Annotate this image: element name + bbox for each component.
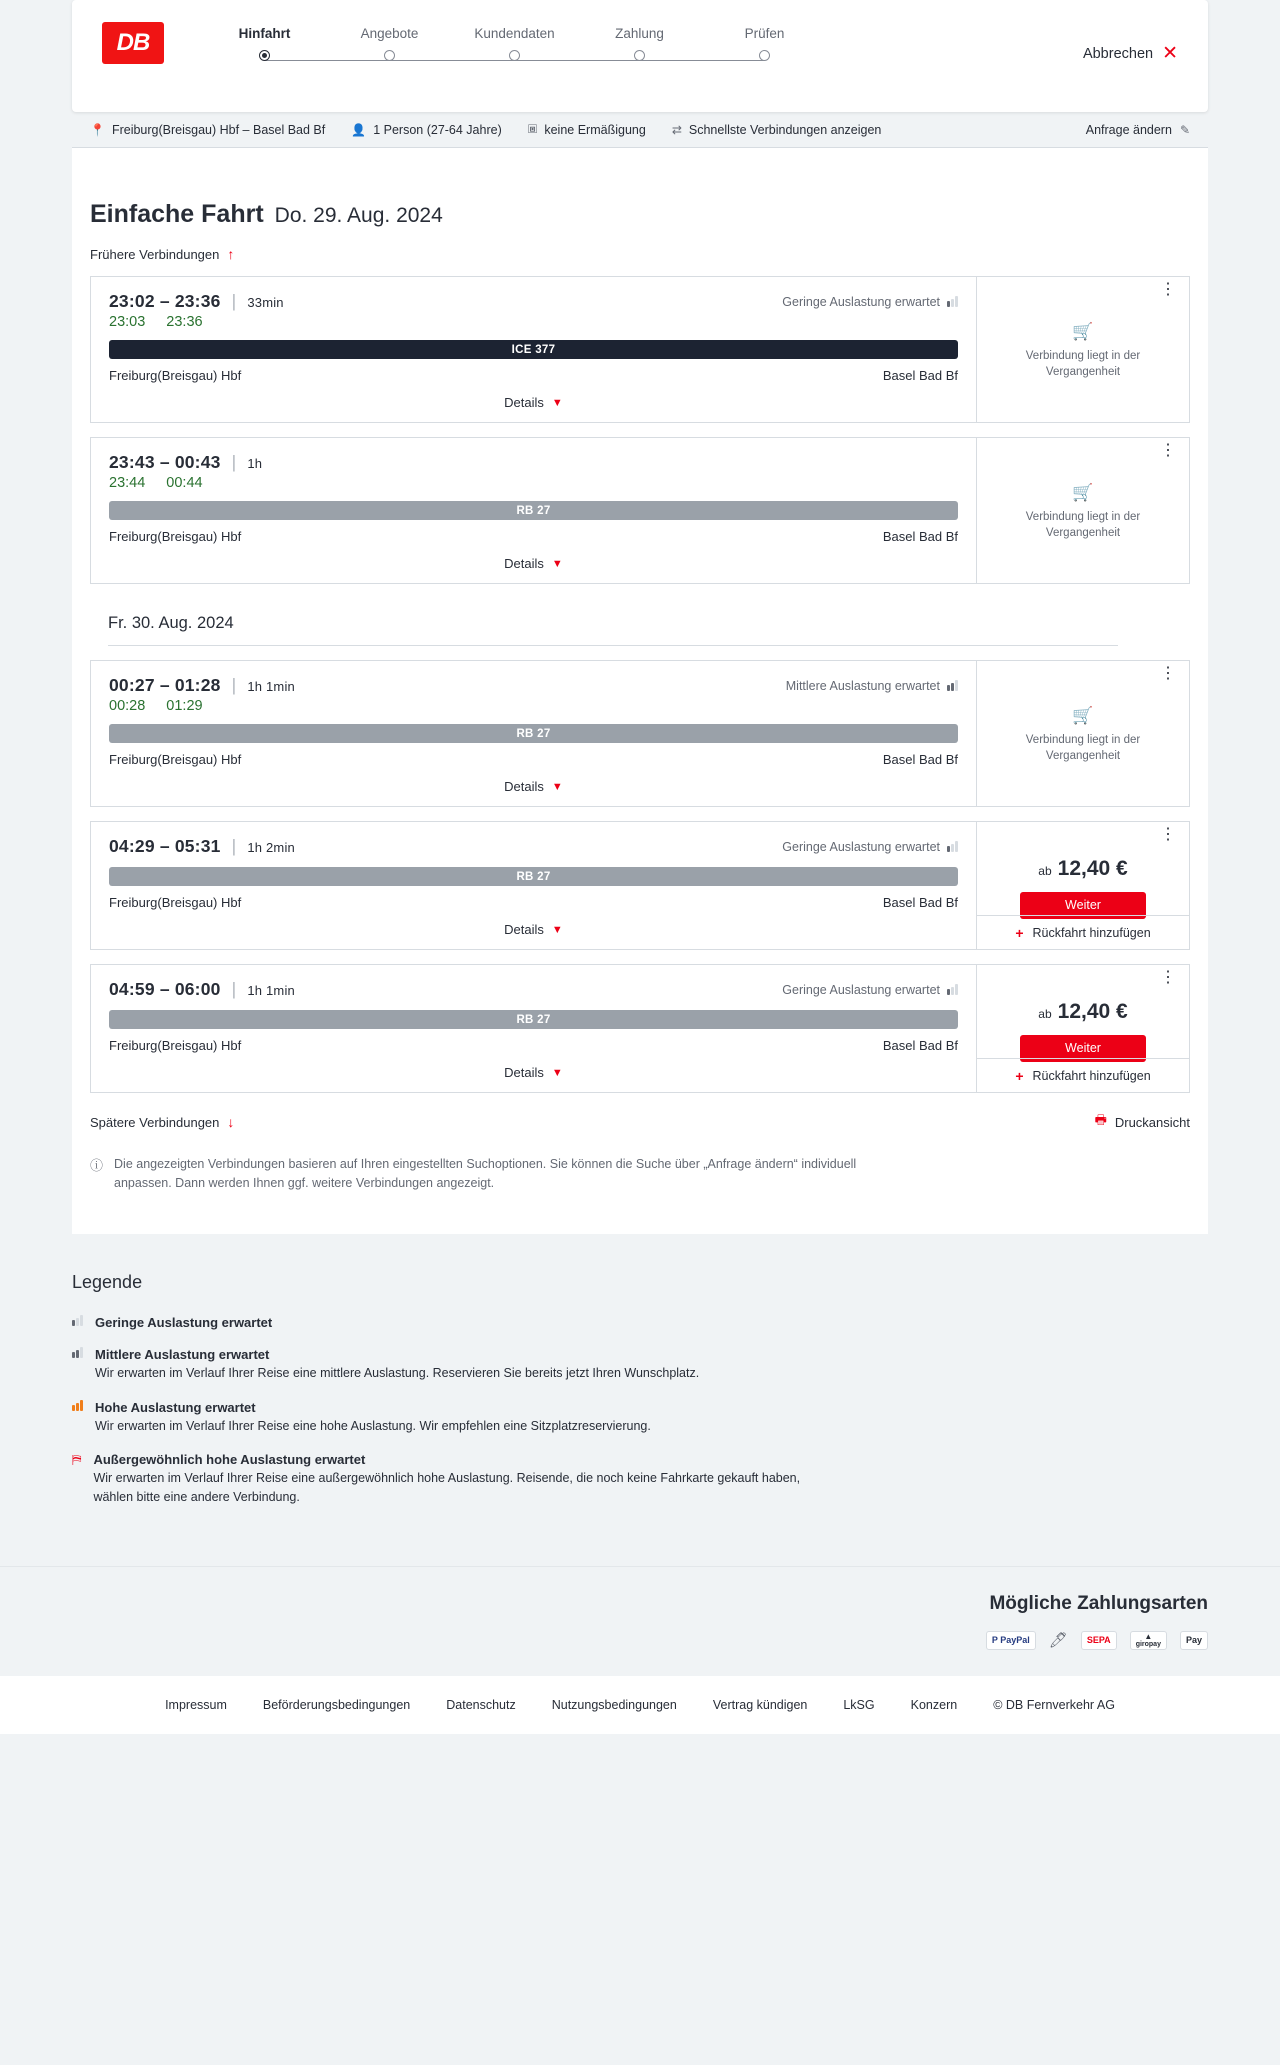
past-connection-notice [989, 483, 1177, 541]
destination-station: Basel Bad Bf [882, 368, 958, 383]
legend-items [72, 1315, 1208, 1507]
legend-item-label: Außergewöhnlich hohe Auslastung erwartet [93, 1452, 366, 1468]
bahncard-icon: 🞖 [527, 122, 538, 136]
legend-title: Legende [72, 1271, 143, 1292]
trip-type-title: Einfache Fahrt [90, 200, 264, 228]
realtime-arrival: 00:44 [166, 475, 203, 491]
connection-duration: 1h 2min [247, 840, 295, 855]
destination-station: Basel Bad Bf [882, 1038, 958, 1053]
change-query-label: Anfrage ändern [1085, 122, 1172, 137]
train-line-bar[interactable]: ICE 377 [109, 340, 958, 359]
details-label: Details [504, 922, 544, 937]
step-label-kundendaten[interactable]: Kundendaten [474, 26, 555, 41]
occupancy-icon [72, 1347, 83, 1358]
connection-details [91, 661, 976, 806]
arrow-up-icon: ↑ [227, 246, 235, 262]
connection-action-panel [976, 438, 1189, 583]
payment-methods-section [0, 1566, 1280, 1676]
occupancy-icon [947, 841, 958, 852]
main-content [72, 148, 1208, 1234]
trip-date: Do. 29. Aug. 2024 [274, 204, 443, 227]
chevron-down-icon: ▼ [551, 780, 563, 793]
connection-card[interactable] [90, 437, 1190, 584]
price-display [1038, 1000, 1127, 1024]
occupancy-icon [947, 680, 958, 691]
db-logo[interactable]: DB [102, 22, 164, 64]
more-options-icon[interactable]: ⋮ [1160, 665, 1177, 682]
train-line-bar[interactable]: RB 27 [109, 867, 958, 886]
swap-arrows-icon: ⇄ [671, 122, 682, 137]
day-separator: Fr. 30. Aug. 2024 [108, 614, 1118, 646]
change-query-button[interactable] [1086, 123, 1190, 137]
step-dot-kundendaten[interactable] [509, 50, 520, 61]
more-options-icon[interactable]: ⋮ [1160, 281, 1177, 298]
cart-icon: 🛒 [1072, 706, 1094, 726]
details-label: Details [504, 395, 544, 410]
realtime-departure: 23:03 [109, 314, 146, 330]
occupancy-indicator [786, 679, 958, 693]
occupancy-indicator [782, 295, 958, 309]
query-passengers[interactable] [351, 123, 502, 137]
add-return-trip-label: Rückfahrt hinzufügen [1032, 1068, 1151, 1083]
sepa-icon: SEPA [1081, 1631, 1117, 1650]
later-connections-button[interactable] [90, 1114, 234, 1130]
connection-time-range: 23:43 – 00:43 | 1h [109, 452, 263, 472]
query-options-label: Schnellste Verbindungen anzeigen [688, 122, 882, 137]
plus-icon: + [1015, 924, 1024, 941]
connection-card[interactable] [90, 821, 1190, 950]
person-icon: 👤 [351, 122, 367, 137]
continue-button[interactable]: Weiter [1020, 892, 1146, 919]
legend-item-label: Geringe Auslastung erwartet [95, 1314, 273, 1330]
later-connections-label: Spätere Verbindungen [90, 1114, 220, 1130]
destination-station: Basel Bad Bf [882, 895, 958, 910]
details-toggle[interactable] [109, 544, 958, 583]
connection-action-panel [976, 277, 1189, 422]
realtime-times [109, 314, 958, 330]
connection-duration: 1h [247, 456, 263, 471]
step-label-angebote[interactable]: Angebote [360, 26, 419, 41]
connection-details [91, 438, 976, 583]
connection-action-panel [976, 822, 1189, 949]
connection-details [91, 822, 976, 949]
destination-station: Basel Bad Bf [882, 752, 958, 767]
price-value: 12,40 € [1057, 856, 1128, 880]
past-connection-text: Verbindung liegt in der Vergangenheit [1025, 734, 1141, 762]
origin-station: Freiburg(Breisgau) Hbf [109, 1038, 242, 1053]
chevron-down-icon: ▼ [551, 396, 563, 409]
close-icon: ✕ [1162, 43, 1178, 64]
past-connection-text: Verbindung liegt in der Vergangenheit [1025, 511, 1141, 539]
occupancy-label: Mittlere Auslastung erwartet [785, 678, 940, 693]
payment-icons [72, 1631, 1208, 1650]
more-options-icon[interactable]: ⋮ [1160, 442, 1177, 459]
price-prefix: ab [1038, 1006, 1052, 1021]
payment-methods-title: Mögliche Zahlungsarten [989, 1592, 1208, 1614]
occupancy-label: Geringe Auslastung erwartet [782, 982, 940, 997]
legend-item-label: Hohe Auslastung erwartet [95, 1399, 256, 1415]
step-dot-angebote[interactable] [384, 50, 395, 61]
add-return-trip-button[interactable] [977, 915, 1189, 949]
query-discount-label: keine Ermäßigung [544, 122, 646, 137]
earlier-connections-button[interactable] [90, 246, 1190, 262]
details-toggle[interactable] [109, 767, 958, 806]
details-label: Details [504, 1065, 544, 1080]
connection-duration: 33min [247, 295, 284, 310]
connection-duration: 1h 1min [247, 679, 295, 694]
footer-copyright: © DB Fernverkehr AG [993, 1697, 1115, 1712]
connection-action-panel [976, 661, 1189, 806]
step-dot-zahlung[interactable] [634, 50, 645, 61]
checkout-stepper [202, 22, 827, 72]
print-view-label: Druckansicht [1114, 1114, 1190, 1130]
details-toggle[interactable] [109, 1053, 958, 1092]
step-label-zahlung[interactable]: Zahlung [615, 26, 664, 41]
query-route[interactable] [90, 123, 325, 137]
destination-station: Basel Bad Bf [882, 529, 958, 544]
legend-item [72, 1347, 1208, 1383]
occupancy-label: Geringe Auslastung erwartet [782, 839, 940, 854]
step-label-hinfahrt[interactable]: Hinfahrt [238, 26, 291, 41]
legend-item-label: Mittlere Auslastung erwartet [95, 1346, 270, 1362]
location-pin-icon: 📍 [90, 122, 105, 137]
past-connection-text: Verbindung liegt in der Vergangenheit [1025, 350, 1141, 378]
realtime-departure: 23:44 [109, 475, 146, 491]
direct-debit-icon: 🖊 [1048, 1632, 1068, 1650]
connection-details [91, 965, 976, 1092]
apple-pay-icon: Pay [1180, 1631, 1208, 1650]
legend-item [72, 1452, 1208, 1507]
train-line-bar[interactable]: RB 27 [109, 724, 958, 743]
add-return-trip-label: Rückfahrt hinzufügen [1032, 925, 1151, 940]
details-toggle[interactable] [109, 910, 958, 949]
connection-time-range: 23:02 – 23:36 | 33min [109, 291, 284, 311]
occupancy-icon [72, 1400, 83, 1411]
cart-icon: 🛒 [1072, 483, 1094, 503]
footer-link[interactable]: Beförderungsbedingungen [262, 1697, 411, 1712]
occupancy-icon [72, 1315, 83, 1326]
realtime-departure: 00:28 [109, 698, 146, 714]
realtime-arrival: 23:36 [166, 314, 203, 330]
page-footer [0, 1676, 1280, 1734]
print-view-button[interactable] [1095, 1111, 1190, 1133]
connection-time-range: 04:59 – 06:00 | 1h 1min [109, 979, 295, 999]
search-options-note-text: Die angezeigten Verbindungen basieren auf Ihren eingestellten Suchoptionen. Sie können die Suche über „Anfrage ändern“ individuell anpassen. Dann werden Ihnen ggf. weitere Verbindungen angezeigt. [114, 1157, 857, 1191]
occupancy-icon: ⛿ [72, 1452, 82, 1468]
footer-link[interactable]: LkSG [843, 1697, 875, 1712]
origin-station: Freiburg(Breisgau) Hbf [109, 752, 242, 767]
connection-card[interactable] [90, 964, 1190, 1093]
occupancy-icon [947, 296, 958, 307]
connections-list [72, 276, 1208, 1093]
realtime-times [109, 475, 958, 491]
continue-button[interactable]: Weiter [1020, 1035, 1146, 1062]
info-icon: ⓘ [90, 1158, 104, 1173]
connection-action-panel [976, 965, 1189, 1092]
chevron-down-icon: ▼ [551, 923, 563, 936]
train-line-bar[interactable]: RB 27 [109, 1010, 958, 1029]
chevron-down-icon: ▼ [551, 557, 563, 570]
legend-item-description: Wir erwarten im Verlauf Ihrer Reise eine außergewöhnlich hohe Auslastung. Reisende, die noch keine Fahrkarte gekauft haben, wählen bitte eine andere Verbindung. [93, 1471, 801, 1504]
legend-item [72, 1400, 1208, 1436]
origin-station: Freiburg(Breisgau) Hbf [109, 368, 242, 383]
footer-link[interactable]: Impressum [165, 1697, 227, 1712]
query-discount[interactable] [528, 122, 646, 137]
footer-link[interactable]: Nutzungsbedingungen [551, 1697, 677, 1712]
occupancy-indicator [782, 983, 958, 997]
query-route-label: Freiburg(Breisgau) Hbf – Basel Bad Bf [111, 122, 326, 137]
giropay-icon: ▲ giropay [1130, 1631, 1167, 1650]
origin-station: Freiburg(Breisgau) Hbf [109, 895, 242, 910]
paypal-icon: P PayPal [986, 1631, 1036, 1650]
occupancy-label: Geringe Auslastung erwartet [782, 294, 940, 309]
realtime-times [109, 698, 958, 714]
search-options-note [90, 1155, 880, 1194]
details-label: Details [504, 556, 544, 571]
origin-station: Freiburg(Breisgau) Hbf [109, 529, 242, 544]
add-return-trip-button[interactable] [977, 1058, 1189, 1092]
legend-section [0, 1234, 1280, 1566]
query-summary-bar [72, 112, 1208, 148]
step-dot-hinfahrt[interactable] [259, 50, 270, 61]
more-options-icon[interactable]: ⋮ [1160, 826, 1177, 843]
price-value: 12,40 € [1057, 999, 1128, 1023]
price-prefix: ab [1038, 863, 1052, 878]
occupancy-indicator [782, 840, 958, 854]
connection-duration: 1h 1min [247, 983, 295, 998]
printer-icon: 🖶 [1094, 1112, 1107, 1127]
realtime-arrival: 01:29 [166, 698, 203, 714]
details-label: Details [504, 779, 544, 794]
connection-time-range: 00:27 – 01:28 | 1h 1min [109, 675, 295, 695]
details-toggle[interactable] [109, 383, 958, 422]
connection-details [91, 277, 976, 422]
price-display [1038, 857, 1127, 881]
footer-link[interactable]: Vertrag kündigen [712, 1697, 808, 1712]
connection-time-range: 04:29 – 05:31 | 1h 2min [109, 836, 295, 856]
legend-item [72, 1315, 1208, 1330]
chevron-down-icon: ▼ [551, 1066, 563, 1079]
cancel-label: Abbrechen [1082, 45, 1154, 62]
plus-icon: + [1015, 1067, 1024, 1084]
connection-card[interactable] [90, 660, 1190, 807]
cancel-button[interactable] [1083, 44, 1178, 63]
earlier-connections-label: Frühere Verbindungen [90, 246, 220, 262]
page-title [90, 180, 1190, 229]
occupancy-icon [947, 984, 958, 995]
past-connection-notice [989, 322, 1177, 380]
past-connection-notice [989, 706, 1177, 764]
cart-icon: 🛒 [1072, 322, 1094, 342]
pencil-icon: ✎ [1179, 122, 1190, 137]
page-header [72, 0, 1208, 112]
train-line-bar[interactable]: RB 27 [109, 501, 958, 520]
arrow-down-icon: ↓ [227, 1114, 235, 1130]
legend-item-description: Wir erwarten im Verlauf Ihrer Reise eine mittlere Auslastung. Reservieren Sie bereits jetzt Ihren Wunschplatz. [95, 1365, 700, 1380]
step-dot-pruefen[interactable] [759, 50, 770, 61]
more-options-icon[interactable]: ⋮ [1160, 969, 1177, 986]
footer-link[interactable]: Datenschutz [446, 1697, 516, 1712]
legend-item-description: Wir erwarten im Verlauf Ihrer Reise eine hohe Auslastung. Wir empfehlen eine Sitzplatzreservierung. [95, 1418, 651, 1433]
connection-card[interactable] [90, 276, 1190, 423]
step-label-pruefen[interactable]: Prüfen [744, 26, 785, 41]
query-options[interactable] [672, 123, 882, 137]
query-passengers-label: 1 Person (27-64 Jahre) [373, 122, 502, 137]
footer-link[interactable]: Konzern [910, 1697, 958, 1712]
